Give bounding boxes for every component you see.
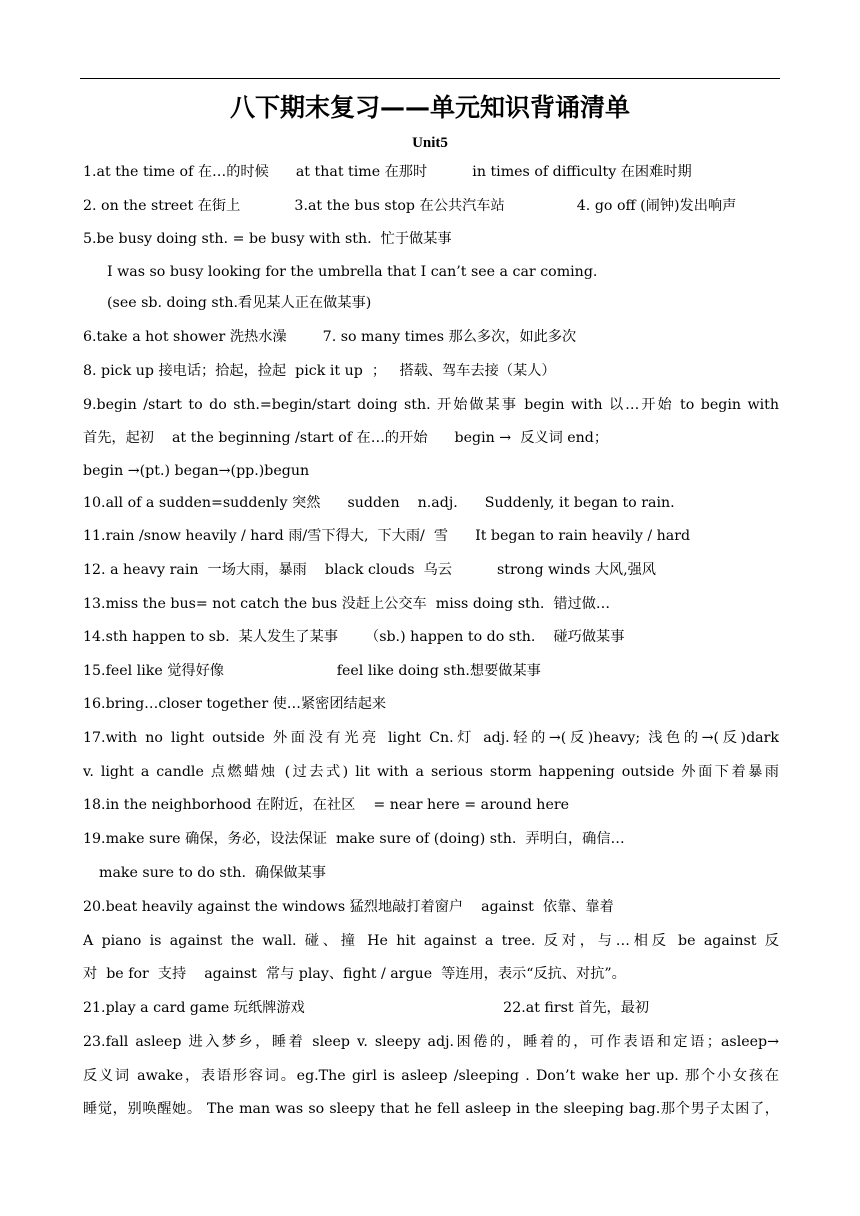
text-line: 13.miss the bus= not catch the bus 没赶上公交车 miss doing sth. 错过做… — [83, 596, 611, 612]
text-line: 21.play a card game 玩纸牌游戏 22.at first 首先，最初 — [83, 1000, 650, 1016]
text-line: 18.in the neighborhood 在附近，在社区 = near here = around here — [83, 797, 570, 813]
text-line: 8. pick up 接电话；拾起，捡起 pick it up ； 搭载、驾车去接（某人） — [83, 363, 556, 379]
text-line: 睡觉，别唤醒她。 The man was so sleepy that he fell asleep in the sleeping bag.那个男子太困了， — [83, 1101, 779, 1117]
text-line: 16.bring…closer together 使…紧密团结起来 — [83, 696, 387, 712]
text-line: 15.feel like 觉得好像 feel like doing sth.想要做某事 — [83, 663, 541, 679]
page-title: 八下期末复习——单元知识背诵清单 — [229, 93, 630, 122]
text-line: make sure to do sth. 确保做某事 — [99, 865, 326, 881]
text-line: 23.fall asleep 进入梦乡，睡着 sleep v. sleepy adj.困倦的，睡着的，可作表语和定语；asleep→ — [83, 1034, 779, 1050]
text-line: 12. a heavy rain 一场大雨，暴雨 black clouds 乌云 strong winds 大风,强风 — [83, 562, 656, 578]
text-line: 1.at the time of 在…的时候 at that time 在那时 in times of difficulty 在困难时期 — [83, 164, 692, 180]
text-line: (see sb. doing sth.看见某人正在做某事) — [107, 295, 372, 311]
text-line: 11.rain /snow heavily / hard 雨/雪下得大, 下大雨/ 雪 It began to rain heavily / hard — [83, 528, 691, 544]
text-line: A piano is against the wall. 碰、撞 He hit against a tree. 反对，与…相反 be against 反 — [83, 933, 779, 949]
header-rule — [80, 78, 780, 79]
text-line: 17.with no light outside 外面没有光亮 light Cn.灯 adj.轻的→(反)heavy; 浅色的→(反)dark — [83, 730, 779, 746]
text-line: 14.sth happen to sb. 某人发生了某事 （sb.) happen to do sth. 碰巧做某事 — [83, 629, 625, 645]
text-line: 5.be busy doing sth. = be busy with sth. 忙于做某事 — [83, 231, 452, 247]
text-line: 6.take a hot shower 洗热水澡 7. so many times 那么多次，如此多次 — [83, 329, 577, 345]
unit-heading: Unit5 — [412, 135, 448, 151]
text-line: 反义词 awake，表语形容词。eg.The girl is asleep /sleeping . Don’t wake her up. 那个小女孩在 — [83, 1068, 779, 1084]
text-line: I was so busy looking for the umbrella that I can’t see a car coming. — [107, 264, 598, 280]
text-line: 对 be for 支持 against 常与 play、fight / argue 等连用，表示“反抗、对抗”。 — [83, 966, 626, 982]
text-line: v. light a candle 点燃蜡烛 (过去式) lit with a serious storm happening outside 外面下着暴雨 — [83, 764, 779, 780]
text-line: begin →(pt.) began→(pp.)begun — [83, 463, 310, 479]
text-line: 10.all of a sudden=suddenly 突然 sudden n.adj. Suddenly, it began to rain. — [83, 495, 675, 511]
text-line: 9.begin /start to do sth.=begin/start doing sth. 开始做某事 begin with 以…开始 to begin with — [83, 397, 780, 413]
text-line: 19.make sure 确保，务必，设法保证 make sure of (doing) sth. 弄明白，确信… — [83, 831, 625, 847]
text-line: 首先，起初 at the beginning /start of 在…的开始 begin → 反义词 end； — [83, 430, 609, 446]
text-line: 2. on the street 在街上 3.at the bus stop 在公共汽车站 4. go off (闹钟)发出响声 — [83, 198, 737, 214]
text-line: 20.beat heavily against the windows 猛烈地敲打着窗户 against 依靠、靠着 — [83, 899, 614, 915]
